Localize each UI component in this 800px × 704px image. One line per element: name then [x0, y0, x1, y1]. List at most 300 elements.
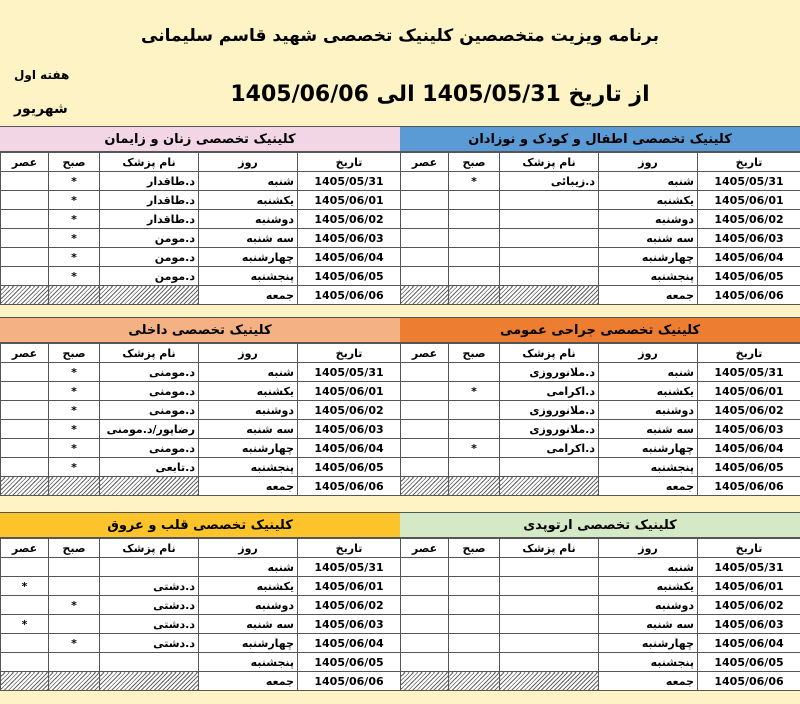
cell-evening — [1, 248, 49, 267]
schedule-table — [400, 538, 800, 691]
cell-evening — [401, 229, 449, 248]
cell-day: شنبه — [599, 558, 698, 577]
clinic-3 — [400, 317, 800, 496]
cell-date: 1405/06/02 — [698, 401, 800, 420]
cell-evening — [401, 191, 449, 210]
cell-evening: * — [1, 577, 49, 596]
cell-date: 1405/06/03 — [298, 229, 401, 248]
table-row — [401, 477, 800, 496]
cell-evening — [401, 439, 449, 458]
cell-morning — [449, 477, 500, 496]
cell-day: سه شنبه — [199, 229, 298, 248]
cell-morning — [49, 672, 100, 691]
cell-morning: * — [49, 363, 100, 382]
cell-day: جمعه — [599, 672, 698, 691]
cell-doctor: د.مومن — [100, 229, 199, 248]
header-row — [1, 153, 401, 172]
cell-day: سه شنبه — [599, 229, 698, 248]
cell-day: شنبه — [199, 172, 298, 191]
column-header-date: تاریخ — [698, 153, 800, 172]
cell-doctor — [500, 229, 599, 248]
cell-day: جمعه — [599, 477, 698, 496]
table-row — [1, 439, 401, 458]
cell-day: پنجشنبه — [599, 458, 698, 477]
cell-morning: * — [49, 267, 100, 286]
cell-day: پنجشنبه — [599, 653, 698, 672]
cell-date: 1405/05/31 — [298, 558, 401, 577]
cell-doctor: د.مومن — [100, 267, 199, 286]
column-header-day: روز — [599, 344, 698, 363]
cell-morning: * — [449, 172, 500, 191]
cell-date: 1405/06/04 — [298, 634, 401, 653]
cell-evening — [1, 672, 49, 691]
table-row — [1, 558, 401, 577]
table-row — [401, 458, 800, 477]
cell-day: دوشنبه — [199, 596, 298, 615]
table-row — [1, 672, 401, 691]
cell-date: 1405/06/06 — [298, 672, 401, 691]
cell-date: 1405/05/31 — [698, 558, 800, 577]
cell-day: یکشنبه — [599, 577, 698, 596]
cell-doctor — [100, 558, 199, 577]
table-row — [401, 363, 800, 382]
table-row — [401, 248, 800, 267]
cell-morning — [49, 577, 100, 596]
cell-morning — [449, 191, 500, 210]
table-row — [1, 596, 401, 615]
cell-morning — [49, 286, 100, 305]
cell-day: دوشنبه — [199, 401, 298, 420]
cell-evening — [1, 596, 49, 615]
cell-date: 1405/06/04 — [698, 248, 800, 267]
cell-doctor — [500, 596, 599, 615]
cell-evening — [1, 229, 49, 248]
cell-doctor: د.تابعی — [100, 458, 199, 477]
column-header-day: روز — [199, 344, 298, 363]
cell-doctor: رضاپور/د.مومنی — [100, 420, 199, 439]
cell-morning — [449, 615, 500, 634]
cell-date: 1405/06/01 — [698, 191, 800, 210]
cell-evening — [1, 439, 49, 458]
clinic-2 — [0, 126, 400, 305]
column-header-date: تاریخ — [698, 344, 800, 363]
cell-morning — [49, 653, 100, 672]
cell-doctor: د.دشتی — [100, 634, 199, 653]
cell-day: دوشنبه — [599, 401, 698, 420]
table-row — [401, 267, 800, 286]
cell-date: 1405/06/04 — [298, 248, 401, 267]
clinic-5 — [400, 512, 800, 691]
cell-evening — [401, 653, 449, 672]
cell-morning: * — [449, 439, 500, 458]
cell-date: 1405/06/03 — [698, 420, 800, 439]
month-label: شهریور — [14, 101, 68, 117]
cell-evening — [401, 577, 449, 596]
table-row — [1, 248, 401, 267]
cell-day: پنجشنبه — [199, 267, 298, 286]
cell-morning — [49, 477, 100, 496]
table-row — [1, 382, 401, 401]
column-header-date: تاریخ — [298, 539, 401, 558]
cell-morning: * — [49, 210, 100, 229]
column-header-date: تاریخ — [698, 539, 800, 558]
clinic-4 — [0, 317, 400, 496]
table-row — [1, 286, 401, 305]
cell-doctor: د.مومنی — [100, 439, 199, 458]
clinic-6 — [0, 512, 400, 691]
column-header-morning: صبح — [449, 539, 500, 558]
cell-date: 1405/06/04 — [698, 439, 800, 458]
column-header-day: روز — [199, 153, 298, 172]
cell-date: 1405/06/03 — [298, 615, 401, 634]
table-row — [401, 401, 800, 420]
cell-doctor: د.اکرامی — [500, 439, 599, 458]
column-header-doctor: نام پزشک — [500, 539, 599, 558]
column-header-morning: صبح — [49, 344, 100, 363]
header-row — [1, 344, 401, 363]
cell-doctor — [500, 577, 599, 596]
column-header-day: روز — [599, 153, 698, 172]
clinic-title: کلینیک تخصصی قلب و عروق — [0, 512, 400, 538]
table-row — [1, 229, 401, 248]
cell-evening — [401, 382, 449, 401]
cell-day: شنبه — [599, 363, 698, 382]
clinic-1 — [400, 126, 800, 305]
cell-date: 1405/06/05 — [298, 267, 401, 286]
cell-day: چهارشنبه — [199, 634, 298, 653]
cell-evening — [401, 672, 449, 691]
cell-day: یکشنبه — [599, 191, 698, 210]
cell-day: چهارشنبه — [599, 634, 698, 653]
cell-morning: * — [49, 172, 100, 191]
schedule-table — [0, 538, 401, 691]
table-row — [1, 267, 401, 286]
cell-date: 1405/06/05 — [698, 653, 800, 672]
cell-doctor — [100, 672, 199, 691]
cell-day: دوشنبه — [199, 210, 298, 229]
header-row — [401, 344, 800, 363]
cell-doctor: د.اکرامی — [500, 382, 599, 401]
column-header-evening: عصر — [1, 344, 49, 363]
page-title: برنامه ویزیت متخصصین کلینیک تخصصی شهید قاسم سلیمانی — [141, 26, 659, 46]
cell-doctor — [100, 653, 199, 672]
cell-morning — [449, 672, 500, 691]
column-header-doctor: نام پزشک — [100, 539, 199, 558]
cell-day: شنبه — [599, 172, 698, 191]
cell-evening — [1, 477, 49, 496]
cell-doctor: د.مومنی — [100, 382, 199, 401]
cell-day: جمعه — [599, 286, 698, 305]
clinic-title: کلینیک تخصصی ارتوپدی — [400, 512, 800, 538]
cell-evening — [401, 458, 449, 477]
table-row — [401, 286, 800, 305]
cell-evening — [401, 596, 449, 615]
cell-day: شنبه — [199, 363, 298, 382]
cell-morning: * — [49, 439, 100, 458]
cell-evening — [1, 191, 49, 210]
cell-evening — [1, 634, 49, 653]
cell-evening — [1, 653, 49, 672]
date-range: از تاریخ 1405/05/31 الی 1405/06/06 — [230, 82, 650, 107]
schedule-table — [0, 152, 401, 305]
cell-evening — [401, 634, 449, 653]
cell-morning — [449, 458, 500, 477]
cell-day: پنجشنبه — [599, 267, 698, 286]
cell-doctor — [500, 210, 599, 229]
cell-evening — [401, 172, 449, 191]
cell-morning — [449, 420, 500, 439]
table-row — [1, 615, 401, 634]
cell-doctor: د.مومن — [100, 248, 199, 267]
cell-date: 1405/06/05 — [298, 458, 401, 477]
cell-day: دوشنبه — [599, 210, 698, 229]
cell-doctor: د.طاقدار — [100, 191, 199, 210]
cell-doctor — [500, 558, 599, 577]
cell-morning — [449, 596, 500, 615]
cell-date: 1405/05/31 — [698, 363, 800, 382]
cell-morning — [49, 558, 100, 577]
cell-day: یکشنبه — [199, 191, 298, 210]
cell-morning — [449, 558, 500, 577]
column-header-evening: عصر — [1, 539, 49, 558]
table-row — [1, 363, 401, 382]
cell-date: 1405/06/06 — [698, 672, 800, 691]
cell-day: سه شنبه — [599, 615, 698, 634]
cell-day: جمعه — [199, 286, 298, 305]
cell-date: 1405/06/05 — [298, 653, 401, 672]
cell-morning: * — [49, 458, 100, 477]
column-header-doctor: نام پزشک — [100, 153, 199, 172]
cell-doctor — [500, 672, 599, 691]
cell-date: 1405/06/01 — [298, 382, 401, 401]
cell-date: 1405/06/06 — [298, 286, 401, 305]
cell-doctor — [500, 248, 599, 267]
cell-doctor — [500, 191, 599, 210]
cell-day: چهارشنبه — [599, 439, 698, 458]
cell-evening — [1, 210, 49, 229]
table-row — [401, 420, 800, 439]
cell-doctor: د.مومنی — [100, 363, 199, 382]
column-header-evening: عصر — [401, 539, 449, 558]
schedule-table — [400, 152, 800, 305]
cell-morning — [449, 401, 500, 420]
cell-morning — [449, 229, 500, 248]
cell-doctor: د.مومنی — [100, 401, 199, 420]
cell-morning — [449, 634, 500, 653]
cell-date: 1405/06/02 — [298, 596, 401, 615]
column-header-morning: صبح — [49, 539, 100, 558]
column-header-morning: صبح — [449, 153, 500, 172]
cell-evening — [401, 420, 449, 439]
column-header-date: تاریخ — [298, 344, 401, 363]
column-header-morning: صبح — [449, 344, 500, 363]
clinic-title: کلینیک تخصصی جراحی عمومی — [400, 317, 800, 343]
cell-date: 1405/06/04 — [298, 439, 401, 458]
cell-date: 1405/06/05 — [698, 267, 800, 286]
cell-evening — [1, 172, 49, 191]
cell-date: 1405/06/02 — [698, 210, 800, 229]
cell-date: 1405/06/01 — [298, 577, 401, 596]
column-header-evening: عصر — [1, 153, 49, 172]
cell-doctor — [100, 286, 199, 305]
schedule-table — [400, 343, 800, 496]
week-label: هفته اول — [14, 68, 70, 82]
cell-doctor — [500, 458, 599, 477]
column-header-evening: عصر — [401, 344, 449, 363]
table-row — [401, 191, 800, 210]
table-row — [1, 172, 401, 191]
cell-date: 1405/05/31 — [298, 172, 401, 191]
table-row — [401, 172, 800, 191]
cell-evening — [401, 210, 449, 229]
table-row — [401, 634, 800, 653]
cell-day: چهارشنبه — [199, 248, 298, 267]
cell-day: جمعه — [199, 477, 298, 496]
cell-day: سه شنبه — [199, 615, 298, 634]
cell-evening — [1, 401, 49, 420]
cell-day: چهارشنبه — [199, 439, 298, 458]
cell-date: 1405/06/03 — [298, 420, 401, 439]
header-row — [401, 153, 800, 172]
cell-date: 1405/06/06 — [298, 477, 401, 496]
cell-date: 1405/05/31 — [698, 172, 800, 191]
table-row — [1, 420, 401, 439]
table-row — [401, 439, 800, 458]
cell-evening — [401, 477, 449, 496]
cell-morning: * — [49, 248, 100, 267]
cell-evening — [401, 248, 449, 267]
cell-date: 1405/06/03 — [698, 615, 800, 634]
cell-date: 1405/06/02 — [298, 210, 401, 229]
cell-evening — [1, 558, 49, 577]
cell-doctor: د.طاقدار — [100, 172, 199, 191]
table-row — [401, 210, 800, 229]
table-row — [401, 672, 800, 691]
table-row — [1, 458, 401, 477]
table-row — [1, 577, 401, 596]
cell-doctor — [500, 615, 599, 634]
table-row — [401, 577, 800, 596]
cell-evening: * — [1, 615, 49, 634]
cell-date: 1405/06/02 — [298, 401, 401, 420]
cell-morning — [49, 615, 100, 634]
cell-day: دوشنبه — [599, 596, 698, 615]
cell-morning: * — [49, 420, 100, 439]
cell-date: 1405/06/05 — [698, 458, 800, 477]
cell-evening — [401, 615, 449, 634]
header-row — [401, 539, 800, 558]
cell-morning — [449, 267, 500, 286]
cell-evening — [1, 267, 49, 286]
cell-morning — [449, 286, 500, 305]
cell-morning: * — [49, 596, 100, 615]
cell-day: یکشنبه — [599, 382, 698, 401]
header-row — [1, 539, 401, 558]
cell-doctor: د.ملانوروزی — [500, 363, 599, 382]
cell-date: 1405/06/04 — [698, 634, 800, 653]
cell-evening — [401, 363, 449, 382]
cell-day: یکشنبه — [199, 577, 298, 596]
cell-day: سه شنبه — [599, 420, 698, 439]
cell-morning: * — [49, 191, 100, 210]
cell-evening — [1, 363, 49, 382]
table-row — [1, 634, 401, 653]
clinic-title: کلینیک تخصصی داخلی — [0, 317, 400, 343]
column-header-evening: عصر — [401, 153, 449, 172]
cell-date: 1405/06/01 — [698, 382, 800, 401]
table-row — [401, 615, 800, 634]
cell-doctor — [500, 286, 599, 305]
cell-doctor: د.دشتی — [100, 596, 199, 615]
cell-evening — [401, 401, 449, 420]
cell-evening — [401, 558, 449, 577]
clinic-title: کلینیک تخصصی زنان و زایمان — [0, 126, 400, 152]
column-header-doctor: نام پزشک — [100, 344, 199, 363]
cell-date: 1405/06/06 — [698, 477, 800, 496]
cell-evening — [401, 286, 449, 305]
cell-doctor: د.زیبائی — [500, 172, 599, 191]
schedule-table — [0, 343, 401, 496]
cell-doctor: د.طاقدار — [100, 210, 199, 229]
cell-doctor: د.دشتی — [100, 615, 199, 634]
table-row — [1, 401, 401, 420]
table-row — [401, 229, 800, 248]
cell-doctor — [500, 634, 599, 653]
header — [0, 0, 800, 124]
cell-morning: * — [49, 229, 100, 248]
cell-doctor — [500, 477, 599, 496]
column-header-date: تاریخ — [298, 153, 401, 172]
cell-date: 1405/06/01 — [698, 577, 800, 596]
table-row — [401, 653, 800, 672]
cell-morning — [449, 577, 500, 596]
cell-morning — [449, 363, 500, 382]
table-row — [1, 477, 401, 496]
table-row — [1, 191, 401, 210]
cell-day: پنجشنبه — [199, 653, 298, 672]
cell-doctor — [100, 477, 199, 496]
cell-morning: * — [49, 634, 100, 653]
cell-doctor — [500, 267, 599, 286]
cell-evening — [1, 382, 49, 401]
cell-doctor: د.ملانوروزی — [500, 401, 599, 420]
table-row — [401, 596, 800, 615]
cell-morning — [449, 210, 500, 229]
column-header-doctor: نام پزشک — [500, 344, 599, 363]
cell-date: 1405/06/01 — [298, 191, 401, 210]
table-row — [1, 210, 401, 229]
table-row — [401, 558, 800, 577]
cell-date: 1405/06/02 — [698, 596, 800, 615]
cell-day: شنبه — [199, 558, 298, 577]
cell-evening — [401, 267, 449, 286]
cell-doctor — [500, 653, 599, 672]
cell-day: پنجشنبه — [199, 458, 298, 477]
cell-day: یکشنبه — [199, 382, 298, 401]
cell-evening — [1, 286, 49, 305]
table-row — [401, 382, 800, 401]
column-header-day: روز — [199, 539, 298, 558]
cell-evening — [1, 458, 49, 477]
column-header-day: روز — [599, 539, 698, 558]
cell-date: 1405/05/31 — [298, 363, 401, 382]
column-header-morning: صبح — [49, 153, 100, 172]
column-header-doctor: نام پزشک — [500, 153, 599, 172]
cell-day: چهارشنبه — [599, 248, 698, 267]
cell-morning — [449, 653, 500, 672]
cell-evening — [1, 420, 49, 439]
cell-morning: * — [49, 401, 100, 420]
